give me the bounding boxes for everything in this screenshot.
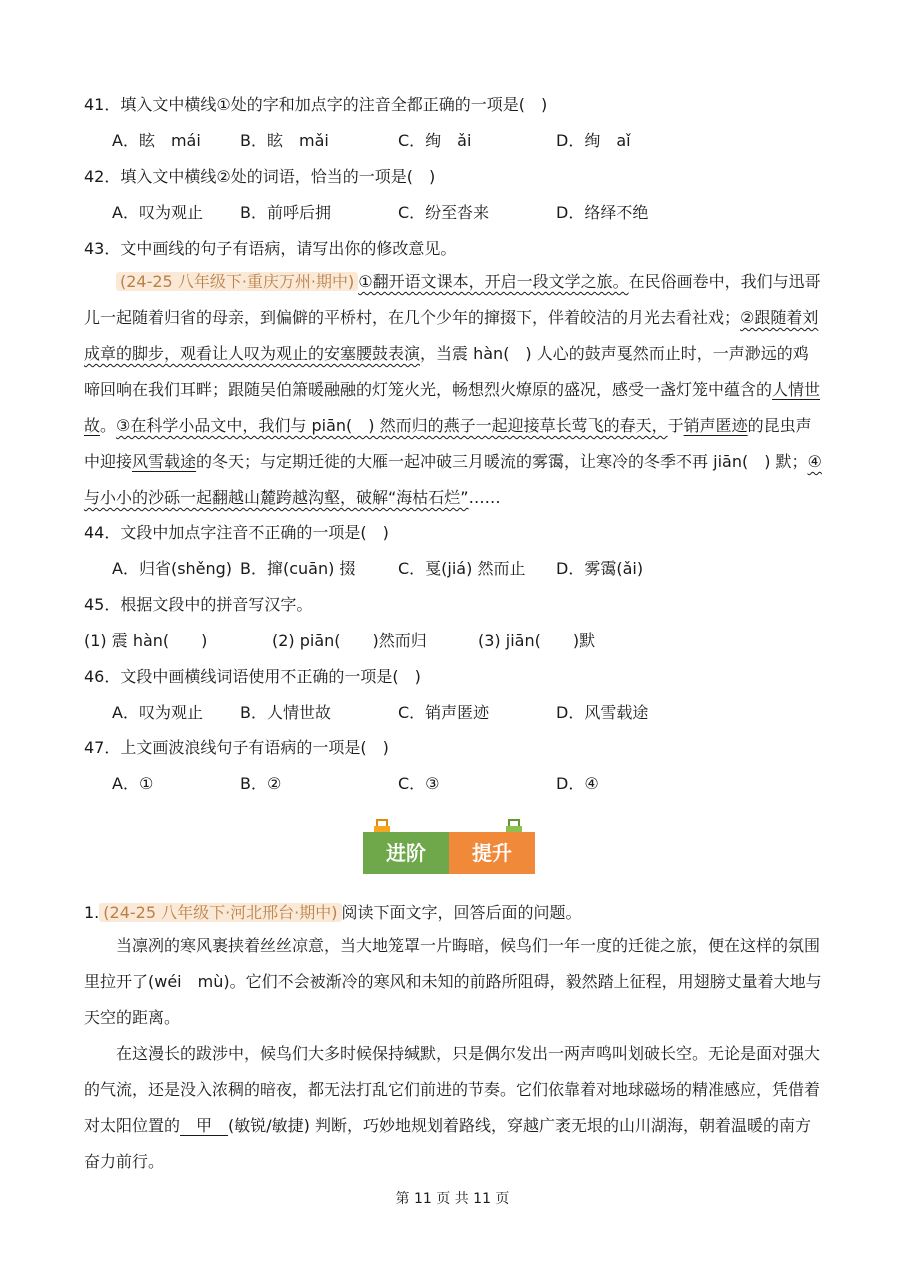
q45-blank-2: (2) piān( )然而归 <box>272 631 427 650</box>
question-text: 阅读下面文字，回答后面的问题。 <box>341 903 582 922</box>
source-tag: (24-25 八年级下·重庆万州·期中) <box>116 272 358 291</box>
q45-blank-3: (3) jiān( )默 <box>478 631 596 650</box>
question-1-stem <box>84 900 582 923</box>
passage-text: 的冬天；与定期迁徙的大雁一起冲破三月暖流的雾霭，让寒冷的冬季不再 jiān( ) 默； <box>196 452 808 471</box>
q1-paragraph-2 <box>84 1036 824 1180</box>
badge-right-label: 提升 <box>449 832 535 874</box>
q42-option-a: A．叹为观止 <box>112 203 203 222</box>
q46-option-b: B．人情世故 <box>240 703 331 722</box>
question-45-stem: 45．根据文段中的拼音写汉字。 <box>84 595 313 614</box>
q45-blank-1: (1) 震 hàn( ) <box>84 631 208 650</box>
sentence-2: ②跟随着刘成章的脚步，观看让人叹为观止的安塞腰鼓表演 <box>84 308 819 363</box>
q47-option-d: D．④ <box>556 774 599 793</box>
q46-option-c: C．销声匿迹 <box>398 703 490 722</box>
q44-option-b: B．撺(cuān) 掇 <box>240 559 356 578</box>
section-badge <box>363 818 535 876</box>
q41-option-d: D．绚 aǐ <box>556 131 631 150</box>
underlined-word: 人情世故 <box>84 380 821 435</box>
q42-option-d: D．络绎不绝 <box>556 203 649 222</box>
paragraph-text: 在这漫长的跋涉中，候鸟们大多时候保持缄默，只是偶尔发出一两声鸣叫划破长空。无论是面对强大的气流，还是没入浓稠的暗夜，都无法打乱它们前进的节奏。它们依靠着对地球磁场的精准感应，凭借着对太阳位置的 <box>84 1044 821 1135</box>
question-47-stem: 47．上文画波浪线句子有语病的一项是( ) <box>84 738 389 757</box>
source-tag: (24-25 八年级下·河北邢台·期中) <box>99 903 341 922</box>
badge-left-label: 进阶 <box>363 832 449 874</box>
q47-option-a: A．① <box>112 774 154 793</box>
question-42-stem: 42．填入文中横线②处的词语，恰当的一项是( ) <box>84 167 436 186</box>
q47-option-b: B．② <box>240 774 282 793</box>
question-number: 1. <box>84 903 100 922</box>
passage-text: 的昆虫声中迎接 <box>84 416 812 471</box>
q41-option-c: C．绚 ǎi <box>398 131 472 150</box>
passage-text: 于 <box>667 416 684 435</box>
question-44-stem: 44．文段中加点字注音不正确的一项是( ) <box>84 523 389 542</box>
passage-text: 在民俗画卷中，我们与迅哥儿一起随着归省的母亲，到偏僻的平桥村，在几个少年的撺掇下，伴着皎洁的月光去看社戏； <box>84 272 821 327</box>
question-46-stem: 46．文段中画横线词语使用不正确的一项是( ) <box>84 667 421 686</box>
sentence-1: ①翻开语文课本，开启一段文学之旅。 <box>358 272 629 291</box>
q44-option-c: C．戛(jiá) 然而止 <box>398 559 526 578</box>
q46-option-a: A．叹为观止 <box>112 703 203 722</box>
question-41-stem: 41．填入文中横线①处的字和加点字的注音全都正确的一项是( ) <box>84 95 548 114</box>
underlined-word: 销声匿迹 <box>683 416 748 435</box>
passage-text: ，当震 hàn( ) 人心的鼓声戛然而止时，一声渺远的鸡啼回响在我们耳畔；跟随吴伯箫暖融融的灯笼火光，畅想烈火燎原的盛况，感受一盏灯笼中蕴含的 <box>84 344 809 399</box>
q44-option-a: A．归省(shěng) <box>112 559 233 578</box>
page-footer: 第 11 页 共 11 页 <box>395 1191 510 1207</box>
paragraph-text: (敏锐/敏捷) 判断，巧妙地规划着路线，穿越广袤无垠的山川湖海，朝着温暖的南方奋力前行。 <box>84 1116 811 1171</box>
q1-paragraph-1: 当凛冽的寒风裹挟着丝丝凉意，当大地笼罩一片晦暗，候鸟们一年一度的迁徙之旅，便在这样的氛围里拉开了(wéi mù)。它们不会被渐冷的寒风和未知的前路所阻碍，毅然踏上征程，用翅膀丈量着大地与天空的距离。 <box>84 936 822 1027</box>
passage-text: …… <box>468 488 501 507</box>
q44-option-d: D．雾霭(ǎi) <box>556 559 644 578</box>
passage <box>84 264 824 516</box>
sentence-4: ④与小小的沙砾一起翻越山麓跨越沟壑，破解“海枯石烂” <box>84 452 822 507</box>
q42-option-b: B．前呼后拥 <box>240 203 331 222</box>
sentence-3: ③在科学小品文中，我们与 piān( ) 然而归的燕子一起迎接草长莺飞的春天， <box>116 416 668 435</box>
q41-option-b: B．眩 mǎi <box>240 131 329 150</box>
q42-option-c: C．纷至沓来 <box>398 203 490 222</box>
underlined-word: 风雪载途 <box>132 452 197 471</box>
q46-option-d: D．风雪载途 <box>556 703 649 722</box>
q41-option-a: A．眩 mái <box>112 131 201 150</box>
passage-text: 。 <box>100 416 117 435</box>
question-43-stem: 43．文中画线的句子有语病，请写出你的修改意见。 <box>84 239 457 258</box>
q47-option-c: C．③ <box>398 774 440 793</box>
blank-jia: 甲 <box>180 1116 229 1135</box>
